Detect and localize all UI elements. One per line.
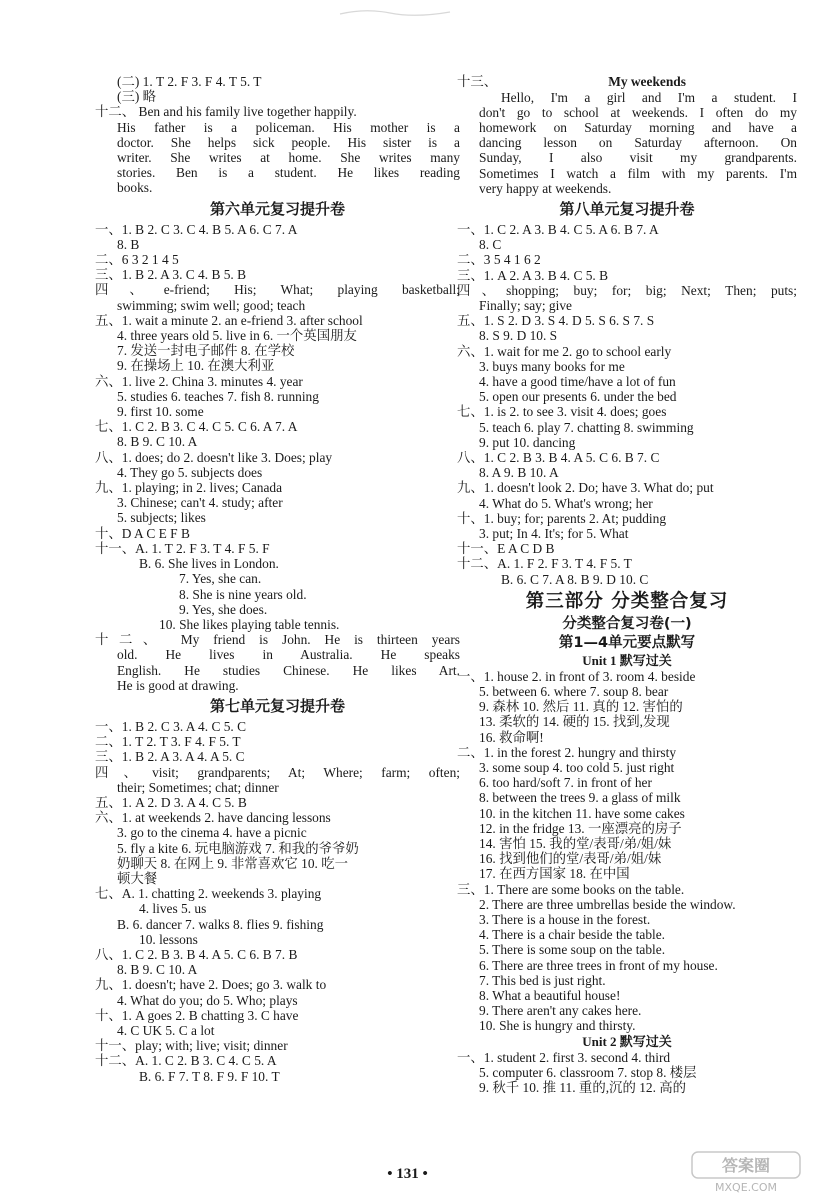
answer-line: 5. studies 6. teaches 7. fish 8. running (117, 388, 319, 404)
answer-line: 3. Chinese; can't 4. study; after (117, 495, 283, 511)
answer-line: 8. What a beautiful house! (479, 988, 621, 1004)
answer-line: 5. open our presents 6. under the bed (479, 389, 677, 405)
answer-line: 三、1. A 2. A 3. B 4. C 5. B (457, 267, 609, 283)
answer-line: writer. She writes at home. She writes many (117, 150, 460, 166)
part-title: 第三部分 分类整合复习 (525, 590, 729, 612)
answer-line: 十、1. buy; for; parents 2. At; pudding (457, 510, 667, 526)
answer-line: He is good at drawing. (117, 677, 239, 693)
answer-line: 5. There is some soup on the table. (479, 942, 666, 958)
answer-line: 十二、A. 1. C 2. B 3. C 4. C 5. A (95, 1053, 277, 1069)
answer-line: 5. computer 6. classroom 7. stop 8. 楼层 (479, 1064, 697, 1080)
watermark-logo (690, 1150, 802, 1194)
answer-line: books. (117, 180, 153, 196)
answer-line: 8. S 9. D 10. S (479, 328, 558, 344)
essay-title: My weekends (608, 74, 686, 89)
answer-line: 8. C (479, 237, 502, 253)
answer-line: 8. B 9. C 10. A (117, 434, 198, 450)
answer-line: Hello, I'm a girl and I'm a student. I (501, 89, 797, 105)
answer-line: 八、1. C 2. B 3. B 4. A 5. C 6. B 7. B (95, 946, 298, 962)
answer-line: 六、1. wait for me 2. go to school early (457, 343, 672, 359)
answer-line: 一、1. B 2. C 3. C 4. B 5. A 6. C 7. A (95, 221, 298, 237)
answer-line: 三、1. There are some books on the table. (457, 881, 685, 897)
answer-line: 一、1. student 2. first 3. second 4. third (457, 1049, 671, 1065)
answer-line: 9. Yes, she does. (179, 601, 268, 617)
answer-line: 八、1. does; do 2. doesn't like 3. Does; play (95, 449, 333, 465)
answer-line: 13. 柔软的 14. 硬的 15. 找到,发现 (479, 714, 670, 730)
answer-line: 16. 救命啊! (479, 729, 544, 745)
answer-line: 十一、play; with; live; visit; dinner (95, 1038, 288, 1054)
answer-line: B. 6. She lives in London. (139, 556, 279, 572)
answer-line: 5. between 6. where 7. soup 8. bear (479, 684, 669, 699)
answer-line: (二) 1. T 2. F 3. F 4. T 5. T (117, 74, 262, 89)
section-heading: 第六单元复习提升卷 (209, 199, 345, 218)
answer-line: B. 6. F 7. T 8. F 9. F 10. T (139, 1068, 280, 1084)
answer-line: 9. first 10. some (117, 404, 204, 420)
answer-line: 五、1. S 2. D 3. S 4. D 5. S 6. S 7. S (457, 313, 655, 329)
answer-line: 7. This bed is just right. (479, 972, 606, 988)
answer-line: 3. some soup 4. too cold 5. just right (479, 760, 675, 776)
answer-line: 16. 找到他们的堂/表哥/弟/姐/妹 (479, 851, 662, 867)
right-answers-unit1 (457, 669, 797, 1034)
answer-line: 9. put 10. dancing (479, 434, 576, 450)
question-number: 十三、 (457, 74, 498, 89)
answer-line: 一、1. C 2. A 3. B 4. C 5. A 6. B 7. A (457, 221, 659, 237)
essay-title-line (457, 74, 797, 90)
answer-line: 十一、A. 1. T 2. F 3. T 4. F 5. F (95, 540, 270, 556)
answer-line: 9. 森林 10. 然后 11. 真的 12. 害怕的 (479, 699, 683, 715)
answer-line: very happy at weekends. (479, 180, 612, 196)
answer-line: 三、1. B 2. A 3. C 4. B 5. B (95, 267, 247, 283)
answer-line: 二、1. in the forest 2. hungry and thirsty (457, 744, 677, 760)
answer-line: 3. There is a house in the forest. (479, 912, 651, 928)
answer-line: 三、1. B 2. A 3. A 4. A 5. C (95, 749, 245, 765)
answer-line: homework on Saturday morning and have a (479, 119, 797, 135)
answer-line: 4. have a good time/have a lot of fun (479, 373, 676, 389)
answer-line: 十、1. A goes 2. B chatting 3. C have (95, 1007, 299, 1023)
answer-line: 10. in the kitchen 11. have some cakes (479, 805, 685, 821)
answer-line: 七、A. 1. chatting 2. weekends 3. playing (95, 886, 322, 902)
answer-line: 5. subjects; likes (117, 510, 206, 526)
answer-line: 9. 秋千 10. 推 11. 重的,沉的 12. 高的 (479, 1080, 687, 1096)
right-column (457, 74, 797, 1095)
answer-line: 8. A 9. B 10. A (479, 465, 559, 481)
answer-line: 十二、 Ben and his family live together happily. (95, 104, 357, 120)
answer-line: 8. She is nine years old. (179, 586, 307, 602)
answer-line: 二、6 3 2 1 4 5 (95, 252, 179, 268)
answer-line: B. 6. C 7. A 8. B 9. D 10. C (501, 571, 649, 587)
answer-line: His father is a policeman. His mother is a (117, 119, 460, 135)
answer-line: 九、1. doesn't look 2. Do; have 3. What do; put (457, 480, 714, 496)
answer-line: 四、e-friend; His; What; playing basketball; (95, 282, 460, 298)
right-answers-unit8 (457, 74, 797, 587)
answer-line: 六、1. at weekends 2. have dancing lessons (95, 810, 331, 826)
answer-line: 9. 在操场上 10. 在澳大利亚 (117, 358, 275, 374)
answer-line: 十一、E A C D B (457, 541, 555, 557)
answer-line: 顿大餐 (117, 870, 158, 886)
answer-line: 6. There are three trees in front of my house. (479, 957, 718, 973)
answer-line: 12. in the fridge 13. 一座漂亮的房子 (479, 820, 682, 836)
answer-line: don't go to school at weekends. I often do my (479, 104, 797, 120)
answer-line: Sunday, I also visit my grandparents. (479, 150, 797, 166)
answer-line: Finally; say; give (479, 297, 572, 313)
answer-line: 10. She likes playing table tennis. (159, 616, 340, 632)
answer-line: 17. 在西方国家 18. 在中国 (479, 866, 630, 882)
answer-line: stories. Ben is a student. He likes reading (117, 165, 460, 181)
scan-smudge (335, 4, 455, 22)
answer-line: 五、1. wait a minute 2. an e-friend 3. after school (95, 312, 363, 328)
answer-line: 3. go to the cinema 4. have a picnic (117, 825, 307, 841)
answer-line: 14. 害怕 15. 我的堂/表哥/弟/姐/妹 (479, 836, 672, 852)
left-column (95, 74, 460, 1084)
answer-line: 十、D A C E F B (95, 525, 190, 541)
answer-line: 五、1. A 2. D 3. A 4. C 5. B (95, 794, 247, 810)
answer-line: doctor. She helps sick people. His sister is a (117, 134, 460, 150)
section-subtitle: 第1—4单元要点默写 (558, 634, 696, 651)
watermark-line1: 答案圈 (721, 1156, 771, 1175)
answer-line: 二、1. T 2. T 3. F 4. F 5. T (95, 734, 241, 750)
answer-line: 4. lives 5. us (139, 901, 207, 917)
answer-line: 二、3 5 4 1 6 2 (457, 252, 541, 268)
answer-line: English. He studies Chinese. He likes Art. (117, 662, 460, 678)
answer-line: 一、1. house 2. in front of 3. room 4. beside (457, 668, 696, 684)
answer-line: 四、shopping; buy; for; big; Next; Then; puts; (457, 282, 797, 298)
answer-line: 八、1. C 2. B 3. B 4. A 5. C 6. B 7. C (457, 449, 660, 465)
unit1-heading: Unit 1 默写过关 (582, 652, 672, 668)
answer-line: B. 6. dancer 7. walks 8. flies 9. fishing (117, 916, 324, 932)
answer-line: 3. put; In 4. It's; for 5. What (479, 525, 629, 541)
answer-line: 七、1. C 2. B 3. C 4. C 5. C 6. A 7. A (95, 419, 298, 435)
unit2-heading: Unit 2 默写过关 (582, 1033, 672, 1049)
answer-line: 十二、 My friend is John. He is thirteen years (95, 632, 460, 648)
answer-line: 8. B (117, 236, 140, 252)
answer-line: 5. teach 6. play 7. chatting 8. swimming (479, 419, 694, 435)
answer-line: 8. between the trees 9. a glass of milk (479, 790, 681, 806)
answer-line: 8. B 9. C 10. A (117, 962, 198, 978)
answer-line: (三) 略 (117, 89, 157, 105)
answer-line: 十二、A. 1. F 2. F 3. T 4. F 5. T (457, 556, 632, 572)
answer-line: 9. There aren't any cakes here. (479, 1003, 642, 1019)
answer-line: 4. There is a chair beside the table. (479, 927, 666, 943)
answer-line: 六、1. live 2. China 3. minutes 4. year (95, 373, 303, 389)
answer-line: swimming; swim well; good; teach (117, 297, 306, 313)
answer-line: 10. lessons (139, 931, 198, 947)
answer-line: 6. too hard/soft 7. in front of her (479, 775, 652, 791)
page-number: • 131 • (387, 1166, 428, 1182)
watermark-line2: MXQE.COM (715, 1181, 777, 1194)
answer-line: their; Sometimes; chat; dinner (117, 779, 279, 795)
answer-line: 奶聊天 8. 在网上 9. 非常喜欢它 10. 吃一 (117, 855, 348, 871)
answer-line: dancing lesson on Saturday afternoon. On (479, 135, 797, 151)
answer-line: 九、1. doesn't; have 2. Does; go 3. walk to (95, 977, 327, 993)
answer-line: 4. three years old 5. live in 6. 一个英国朋友 (117, 328, 357, 344)
section-heading: 第八单元复习提升卷 (559, 199, 695, 218)
answer-line: 一、1. B 2. C 3. A 4. C 5. C (95, 718, 247, 734)
answer-line: 2. There are three umbrellas beside the window. (479, 896, 736, 912)
answer-line: 7. Yes, she can. (179, 571, 262, 587)
section-title: 分类整合复习卷(一) (562, 615, 692, 632)
answer-line: 4. They go 5. subjects does (117, 464, 263, 480)
answer-line: 4. What do 5. What's wrong; her (479, 495, 653, 511)
section-heading: 第七单元复习提升卷 (209, 696, 345, 715)
answer-line: 5. fly a kite 6. 玩电脑游戏 7. 和我的爷爷奶 (117, 840, 359, 856)
answer-line: 九、1. playing; in 2. lives; Canada (95, 480, 283, 496)
right-answers-unit2 (457, 1050, 797, 1096)
answer-line: 七、1. is 2. to see 3. visit 4. does; goes (457, 404, 667, 420)
answer-line: 四、visit; grandparents; At; Where; farm; often; (95, 764, 460, 780)
answer-line: 7. 发送一封电子邮件 8. 在学校 (117, 343, 295, 359)
answer-line: 10. She is hungry and thirsty. (479, 1018, 636, 1034)
answer-line: 4. C UK 5. C a lot (117, 1022, 215, 1038)
answer-line: old. He lives in Australia. He speaks (117, 647, 460, 663)
answer-line: Sometimes I watch a film with my parents. I'm (479, 165, 797, 181)
answer-line: 4. What do you; do 5. Who; plays (117, 992, 298, 1008)
answer-line: 3. buys many books for me (479, 358, 625, 374)
